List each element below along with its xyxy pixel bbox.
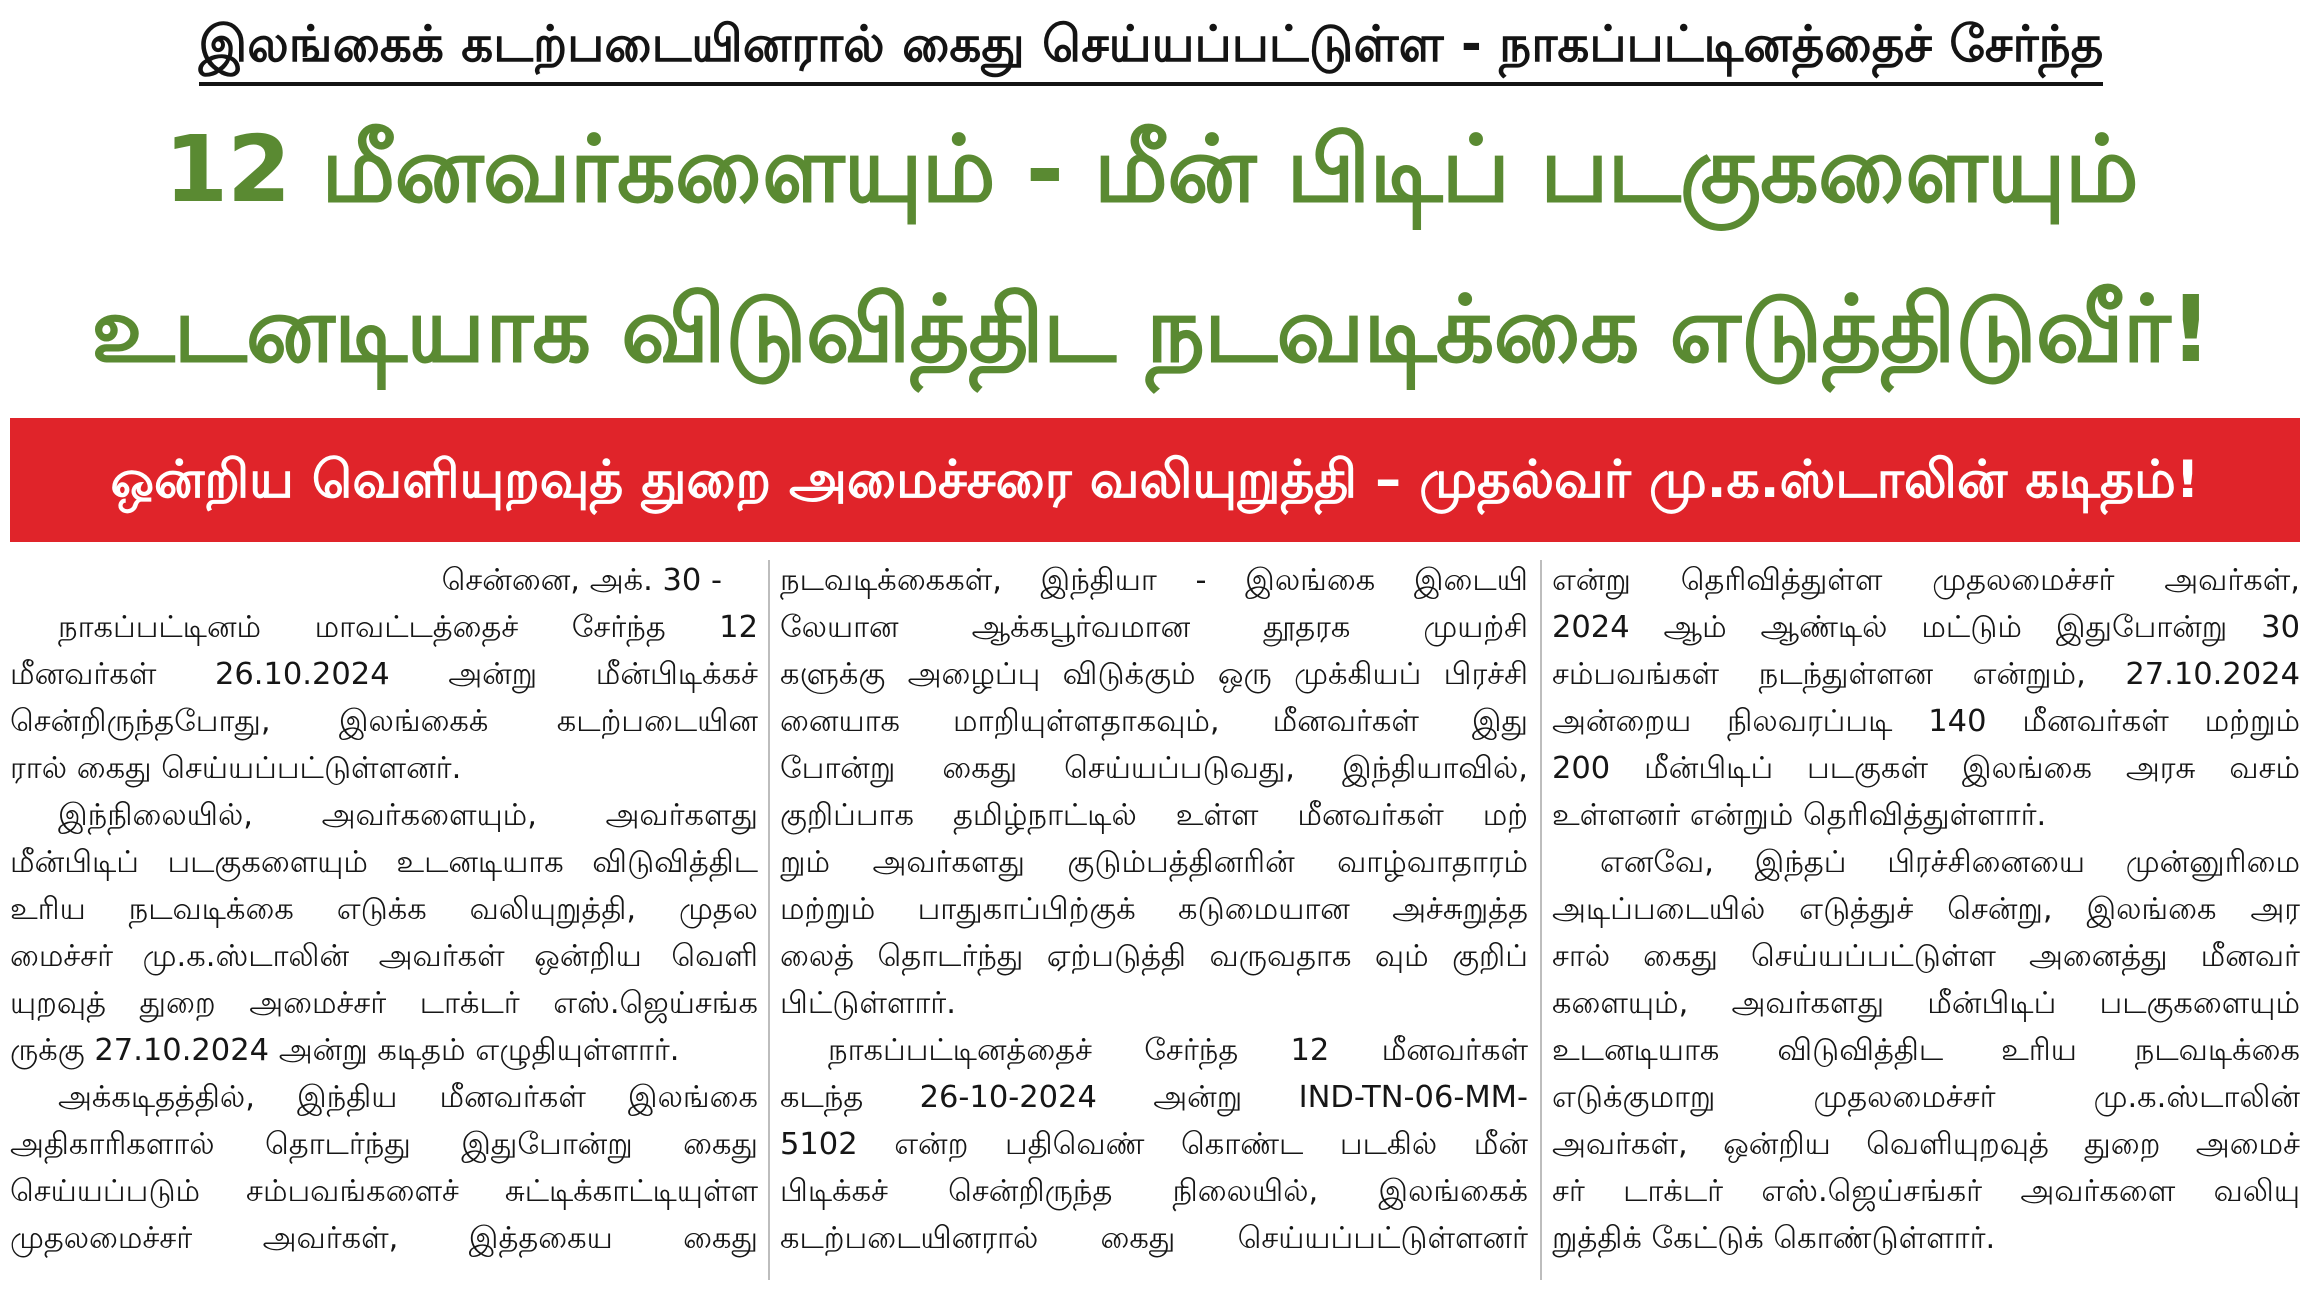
article-text-line: அடிப்படையில் எடுத்துச் சென்று, இலங்கை அர [1552, 892, 2300, 927]
article-text-line: கடற்படையினரால் கைது செய்யப்பட்டுள்ளனர் [780, 1221, 1528, 1256]
article-text-line: ரால் கைது செய்யப்பட்டுள்ளனர். [10, 751, 462, 786]
article-column-2 [780, 557, 1528, 1287]
article-text-line: யுறவுத் துறை அமைச்சர் டாக்டர் எஸ்.ஜெய்சங்க [10, 986, 758, 1021]
article-text-line: மீனவர்கள் 26.10.2024 அன்று மீன்பிடிக்கச் [10, 657, 758, 692]
column-divider [768, 560, 770, 1280]
article-text-line: நாகப்பட்டினத்தைச் சேர்ந்த 12 மீனவர்கள் [828, 1033, 1528, 1068]
article-text-line: னையாக மாறியுள்ளதாகவும், மீனவர்கள் இது [780, 704, 1528, 739]
article-text-line: றுத்திக் கேட்டுக் கொண்டுள்ளார். [1552, 1221, 1996, 1256]
article-text-line: நடவடிக்கைகள், இந்தியா - இலங்கை இடையி [780, 563, 1528, 598]
article-text-line: றும் அவர்களது குடும்பத்தினரின் வாழ்வாதாரம் [780, 845, 1528, 880]
article-text-line: பிட்டுள்ளார். [780, 986, 956, 1021]
kicker-text: இலங்கைக் கடற்படையினரால் கைது செய்யப்பட்டுள்ள - நாகப்பட்டினத்தைச் சேர்ந்த [199, 6, 2104, 86]
article-text-line: உள்ளனர் என்றும் தெரிவித்துள்ளார். [1552, 798, 2047, 833]
article-text-line: என்று தெரிவித்துள்ள முதலமைச்சர் அவர்கள், [1552, 563, 2300, 598]
article-text-line: போன்று கைது செய்யப்படுவது, இந்தியாவில், [780, 751, 1528, 786]
article-text-line: மீன்பிடிப் படகுகளையும் உடனடியாக விடுவித்திட [10, 845, 758, 880]
article-text-line: அக்கடிதத்தில், இந்திய மீனவர்கள் இலங்கை [58, 1080, 758, 1115]
article-text-line: சென்னை, அக். 30 - [441, 563, 722, 598]
article-text-line: லேயான ஆக்கபூர்வமான தூதரக முயற்சி [780, 610, 1528, 645]
article-text-line: முதலமைச்சர் அவர்கள், இத்தகைய கைது [10, 1221, 758, 1256]
article-text-line: கடந்த 26-10-2024 அன்று IND-TN-06-MM- [780, 1080, 1528, 1115]
article-text-line: சர் டாக்டர் எஸ்.ஜெய்சங்கர் அவர்களை வலியு [1552, 1174, 2300, 1209]
article-text-line: சம்பவங்கள் நடந்துள்ளன என்றும், 27.10.2024 [1552, 657, 2300, 692]
article-text-line: அன்றைய நிலவரப்படி 140 மீனவர்கள் மற்றும் [1552, 704, 2300, 739]
article-column-1 [10, 557, 758, 1287]
article-column-3 [1552, 557, 2300, 1287]
article-text-line: உடனடியாக விடுவித்திட உரிய நடவடிக்கை [1552, 1033, 2300, 1068]
article-text-line: மைச்சர் மு.க.ஸ்டாலின் அவர்கள் ஒன்றிய வெளி [10, 939, 758, 974]
article-text-line: பிடிக்கச் சென்றிருந்த நிலையில், இலங்கைக் [780, 1174, 1528, 1209]
article-text-line: அவர்கள், ஒன்றிய வெளியுறவுத் துறை அமைச் [1552, 1127, 2300, 1162]
article-text-line: லைத் தொடர்ந்து ஏற்படுத்தி வருவதாக வும் குறிப் [780, 939, 1528, 974]
kicker-line [0, 6, 2302, 88]
article-text-line: எனவே, இந்தப் பிரச்சினையை முன்னுரிமை [1600, 845, 2300, 880]
subheadline-banner: ஒன்றிய வெளியுறவுத் துறை அமைச்சரை வலியுறுத்தி – முதல்வர் மு.க.ஸ்டாலின் கடிதம்! [10, 418, 2300, 542]
article-text-line: மற்றும் பாதுகாப்பிற்குக் கடுமையான அச்சுறுத்த [780, 892, 1528, 927]
article-text-line: எடுக்குமாறு முதலமைச்சர் மு.க.ஸ்டாலின் [1552, 1080, 2300, 1115]
article-text-line: சென்றிருந்தபோது, இலங்கைக் கடற்படையின [10, 704, 758, 739]
article-text-line: குறிப்பாக தமிழ்நாட்டில் உள்ள மீனவர்கள் மற் [780, 798, 1528, 833]
article-text-line: சால் கைது செய்யப்பட்டுள்ள அனைத்து மீனவர் [1552, 939, 2300, 974]
column-divider [1540, 560, 1542, 1280]
headline-line-1: 12 மீனவர்களையும் - மீன் பிடிப் படகுகளையும் [164, 116, 2138, 223]
article-text-line: களையும், அவர்களது மீன்பிடிப் படகுகளையும் [1552, 986, 2300, 1021]
article-text-line: 5102 என்ற பதிவெண் கொண்ட படகில் மீன் [780, 1127, 1528, 1162]
article-text-line: களுக்கு அழைப்பு விடுக்கும் ஒரு முக்கியப் பிரச்சி [780, 657, 1528, 692]
article-text-line: 2024 ஆம் ஆண்டில் மட்டும் இதுபோன்று 30 [1552, 610, 2300, 645]
article-text-line: நாகப்பட்டினம் மாவட்டத்தைச் சேர்ந்த 12 [58, 610, 758, 645]
article-text-line: செய்யப்படும் சம்பவங்களைச் சுட்டிக்காட்டியுள்ள [10, 1174, 758, 1209]
article-text-line: இந்நிலையில், அவர்களையும், அவர்களது [58, 798, 758, 833]
article-text-line: உரிய நடவடிக்கை எடுக்க வலியுறுத்தி, முதல [10, 892, 758, 927]
article-text-line: ருக்கு 27.10.2024 அன்று கடிதம் எழுதியுள்ளார். [10, 1033, 680, 1068]
article-text-line: அதிகாரிகளால் தொடர்ந்து இதுபோன்று கைது [10, 1127, 758, 1162]
article-text-line: 200 மீன்பிடிப் படகுகள் இலங்கை அரசு வசம் [1552, 751, 2300, 786]
headline-line-2: உடனடியாக விடுவித்திட நடவடிக்கை எடுத்திடுவீர்! [91, 276, 2211, 383]
